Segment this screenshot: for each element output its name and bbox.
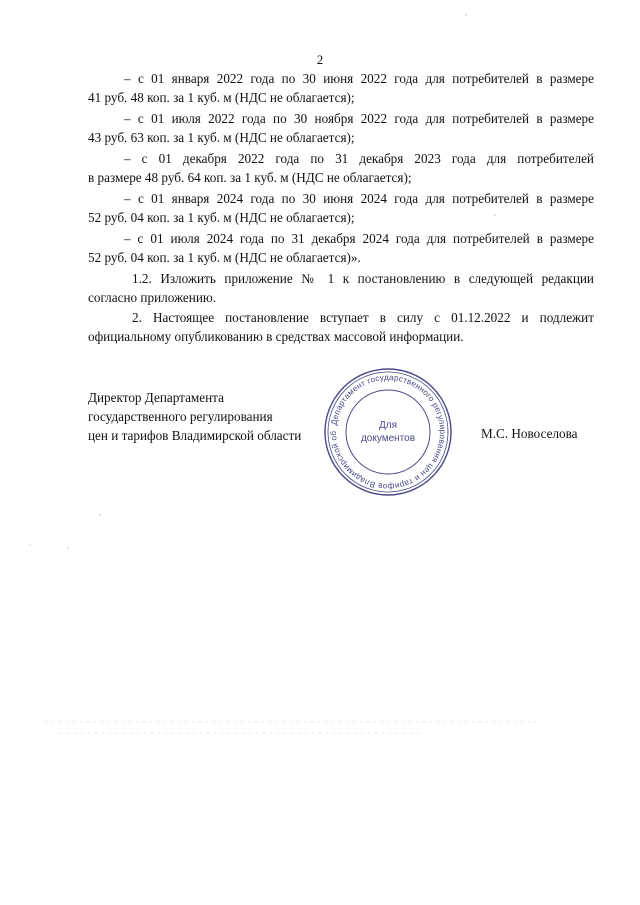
clause-line: 2. Настоящее постановление вступает в силу с 01.12.2022 и подлежит [132,310,594,325]
tariff-item-line: – с 01 декабря 2022 года по 31 декабря 2023 года для потребителей [124,151,594,166]
tariff-item-line: 41 руб. 48 коп. за 1 куб. м (НДС не облагается); [88,90,355,105]
signatory-title-line: Директор Департамента [88,390,224,405]
tariff-item-line: – с 01 июля 2022 года по 30 ноября 2022 года для потребителей в размере [124,111,594,126]
signatory-title-line: государственного регулирования [88,409,273,424]
stamp-seal-graphic [322,366,454,498]
signatory-title-line: цен и тарифов Владимирской области [88,428,302,443]
stamp-ring-text: Департамент государственного регулирования цен и тарифов Владимирской об [328,372,448,492]
signer-name: М.С. Новоселова [481,426,578,441]
tariff-item-line: 52 руб. 04 коп. за 1 куб. м (НДС не облагается)». [88,250,361,265]
tariff-item-line: в размере 48 руб. 64 коп. за 1 куб. м (НДС не облагается); [88,170,412,185]
official-stamp [322,366,454,498]
tariff-item-line: 52 руб. 04 коп. за 1 куб. м (НДС не облагается); [88,210,355,225]
tariff-item-4 [88,189,594,227]
stamp-center-text: документов [360,433,416,444]
clause-line: официальному опубликованию в средствах массовой информации. [88,329,464,344]
stamp-center-text: Для [378,420,398,431]
clause-2 [88,308,594,346]
tariff-item-line: – с 01 января 2022 года по 30 июня 2022 года для потребителей в размере [124,71,594,86]
clause-1-2 [88,269,594,307]
clause-line: согласно приложению. [88,290,217,305]
tariff-item-3 [88,149,594,187]
signatory-title [88,388,301,445]
tariff-item-line: – с 01 июля 2024 года по 31 декабря 2024 года для потребителей в размере [124,231,594,246]
clause-line: 1.2. Изложить приложение № 1 к постановлению в следующей редакции [132,271,594,286]
tariff-item-line: – с 01 января 2024 года по 30 июня 2024 года для потребителей в размере [124,191,594,206]
tariff-item-2 [88,109,594,147]
page-number: 2 [316,52,324,67]
tariff-item-5 [88,229,594,267]
tariff-item-line: 43 руб. 63 коп. за 1 куб. м (НДС не облагается); [88,130,355,145]
tariff-item-1 [88,69,594,107]
